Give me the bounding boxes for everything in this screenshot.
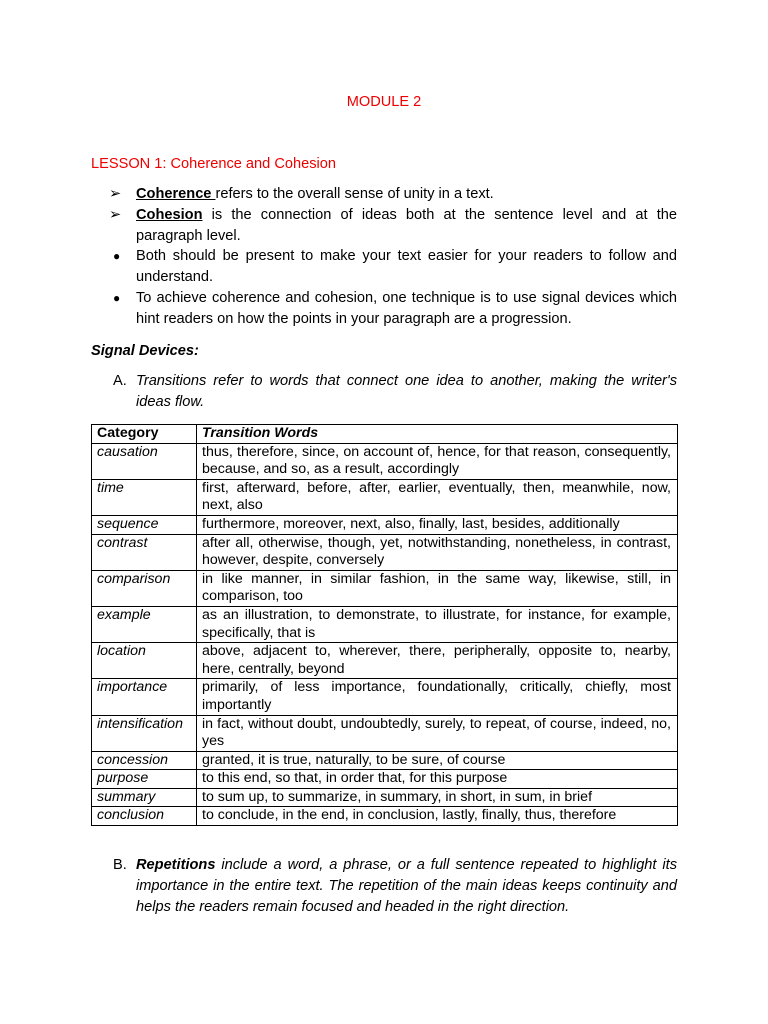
- section-b-letter: B.: [113, 857, 127, 873]
- point-text: To achieve coherence and cohesion, one technique is to use signal devices which hint readers on how the points in your paragraph are a progression.: [136, 289, 677, 327]
- table-row: [92, 679, 678, 715]
- category-cell: time: [92, 479, 197, 515]
- point-technique: [91, 288, 677, 330]
- signal-devices-heading: Signal Devices:: [91, 343, 199, 359]
- category-cell: sequence: [92, 515, 197, 534]
- words-cell: as an illustration, to demonstrate, to illustrate, for instance, for example, specifically, that is: [197, 606, 678, 642]
- term-coherence: Coherence: [136, 186, 216, 202]
- category-cell: summary: [92, 788, 197, 807]
- table-header-row: [92, 425, 678, 444]
- point-text: Both should be present to make your text easier for your readers to follow and understand.: [136, 248, 677, 286]
- words-cell: to conclude, in the end, in conclusion, lastly, finally, thus, therefore: [197, 807, 678, 826]
- section-a-letter: A.: [113, 373, 127, 389]
- table-row: [92, 443, 678, 479]
- arrow-bullet-icon: ➢: [109, 206, 122, 223]
- words-cell: granted, it is true, naturally, to be sure, of course: [197, 751, 678, 770]
- table-row: [92, 751, 678, 770]
- term-repetitions: Repetitions: [136, 857, 216, 873]
- words-cell: first, afterward, before, after, earlier, eventually, then, meanwhile, now, next, also: [197, 479, 678, 515]
- header-transition-words: Transition Words: [197, 425, 678, 444]
- point-both: [91, 246, 677, 288]
- section-b-text: [91, 855, 677, 917]
- category-cell: purpose: [92, 770, 197, 789]
- words-cell: in like manner, in similar fashion, in the same way, likewise, still, in comparison, too: [197, 570, 678, 606]
- words-cell: in fact, without doubt, undoubtedly, surely, to repeat, of course, indeed, no, yes: [197, 715, 678, 751]
- table-row: [92, 770, 678, 789]
- arrow-bullet-icon: ➢: [109, 186, 122, 202]
- section-a-transitions: [91, 371, 677, 413]
- category-cell: concession: [92, 751, 197, 770]
- table-row: [92, 606, 678, 642]
- table-row: [92, 788, 678, 807]
- category-cell: location: [92, 643, 197, 679]
- category-cell: comparison: [92, 570, 197, 606]
- dot-bullet-icon: ●: [113, 290, 121, 305]
- point-text: is the connection of ideas both at the sentence level and at the paragraph level.: [136, 206, 677, 244]
- point-text: refers to the overall sense of unity in a text.: [215, 186, 494, 202]
- section-b-body: include a word, a phrase, or a full sentence repeated to highlight its importance in the entire text. The repetition of the main ideas keeps continuity and helps the readers remain focused and headed in the right direction.: [136, 857, 677, 915]
- category-cell: intensification: [92, 715, 197, 751]
- dot-bullet-icon: ●: [113, 249, 121, 264]
- words-cell: after all, otherwise, though, yet, notwithstanding, nonetheless, in contrast, however, despite, conversely: [197, 534, 678, 570]
- table-row: [92, 715, 678, 751]
- point-coherence: [91, 184, 677, 205]
- table-row: [92, 534, 678, 570]
- section-a-text: Transitions refer to words that connect one idea to another, making the writer's ideas flow.: [136, 373, 677, 410]
- words-cell: above, adjacent to, wherever, there, peripherally, opposite to, nearby, here, centrally, beyond: [197, 643, 678, 679]
- key-points-list: [91, 184, 677, 330]
- words-cell: to sum up, to summarize, in summary, in short, in sum, in brief: [197, 788, 678, 807]
- table-row: [92, 570, 678, 606]
- category-cell: causation: [92, 443, 197, 479]
- header-category: Category: [92, 425, 197, 444]
- category-cell: contrast: [92, 534, 197, 570]
- module-title: MODULE 2: [346, 94, 422, 110]
- words-cell: to this end, so that, in order that, for this purpose: [197, 770, 678, 789]
- lesson-title: LESSON 1: Coherence and Cohesion: [91, 156, 337, 172]
- words-cell: thus, therefore, since, on account of, hence, for that reason, consequently, because, and so, as a result, accordingly: [197, 443, 678, 479]
- table-row: [92, 479, 678, 515]
- term-cohesion: Cohesion: [136, 206, 203, 223]
- transitions-table: [91, 424, 678, 826]
- table-row: [92, 515, 678, 534]
- words-cell: furthermore, moreover, next, also, finally, last, besides, additionally: [197, 515, 678, 534]
- words-cell: primarily, of less importance, foundationally, critically, chiefly, most importantly: [197, 679, 678, 715]
- category-cell: importance: [92, 679, 197, 715]
- table-row: [92, 643, 678, 679]
- category-cell: example: [92, 606, 197, 642]
- section-b-repetitions: [91, 855, 677, 917]
- table-row: [92, 807, 678, 826]
- point-cohesion: [91, 205, 677, 247]
- category-cell: conclusion: [92, 807, 197, 826]
